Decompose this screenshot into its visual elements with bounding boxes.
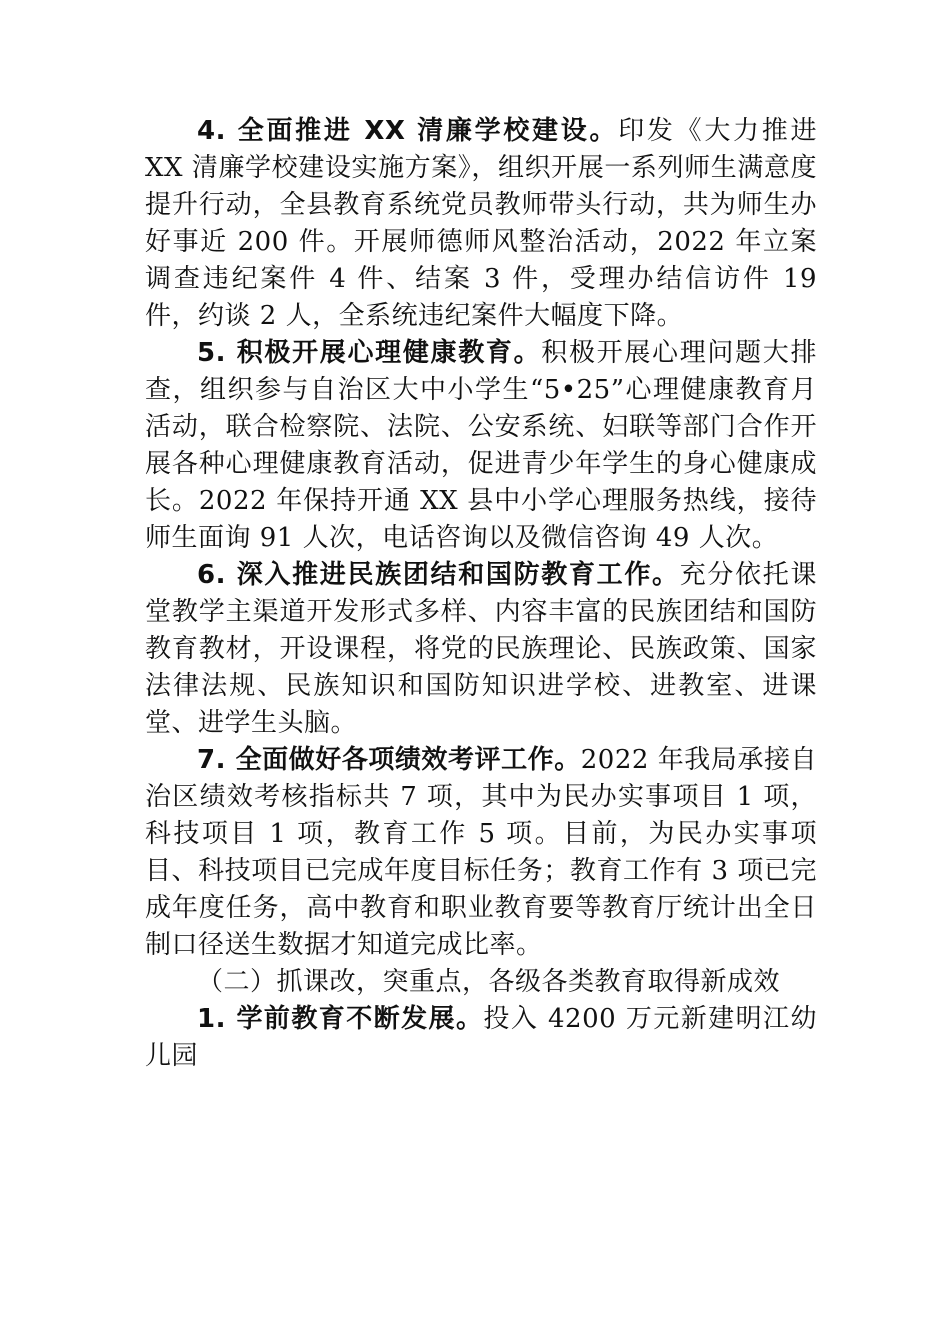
paragraph-5	[145, 335, 817, 557]
paragraph-6	[145, 557, 817, 742]
document-page	[145, 113, 817, 1075]
paragraph-5-lead: 5. 积极开展心理健康教育。	[197, 338, 542, 368]
paragraph-4-body: 印发《大力推进 XX 清廉学校建设实施方案》，组织开展一系列师生满意度提升行动，全县教育系统党员教师带头行动，共为师生办好事近 200 件。开展师德师风整治活动，2022 年立案调查违纪案件 4 件、结案 3 件，受理办结信访件 19 件，约谈 2 人，全系统违纪案件大幅度下降。	[145, 116, 817, 331]
paragraph-4	[145, 113, 817, 335]
paragraph-1-preschool	[145, 1001, 817, 1075]
paragraph-7-body: 2022 年我局承接自治区绩效考核指标共 7 项，其中为民办实事项目 1 项，科技项目 1 项，教育工作 5 项。目前，为民办实事项目、科技项目已完成年度目标任务；教育工作有 3 项已完成年度任务，高中教育和职业教育要等教育厅统计出全日制口径送生数据才知道完成比率。	[145, 745, 817, 960]
paragraph-4-lead: 4. 全面推进 XX 清廉学校建设。	[197, 116, 619, 146]
paragraph-5-body: 积极开展心理问题大排查，组织参与自治区大中小学生“5•25”心理健康教育月活动，联合检察院、法院、公安系统、妇联等部门合作开展各种心理健康教育活动，促进青少年学生的身心健康成长。2022 年保持开通 XX 县中小学心理服务热线，接待师生面询 91 人次，电话咨询以及微信咨询 49 人次。	[145, 338, 817, 553]
paragraph-7	[145, 742, 817, 964]
paragraph-6-body: 充分依托课堂教学主渠道开发形式多样、内容丰富的民族团结和国防教育教材，开设课程，将党的民族理论、民族政策、国家法律法规、民族知识和国防知识进学校、进教室、进课堂、进学生头脑。	[145, 560, 817, 738]
paragraph-1-body: 投入 4200 万元新建明江幼儿园	[145, 1004, 817, 1071]
paragraph-7-lead: 7. 全面做好各项绩效考评工作。	[197, 745, 581, 775]
paragraph-6-lead: 6. 深入推进民族团结和国防教育工作。	[197, 560, 680, 590]
section-heading: （二）抓课改，突重点，各级各类教育取得新成效	[197, 967, 781, 997]
paragraph-1-lead: 1. 学前教育不断发展。	[197, 1004, 484, 1034]
